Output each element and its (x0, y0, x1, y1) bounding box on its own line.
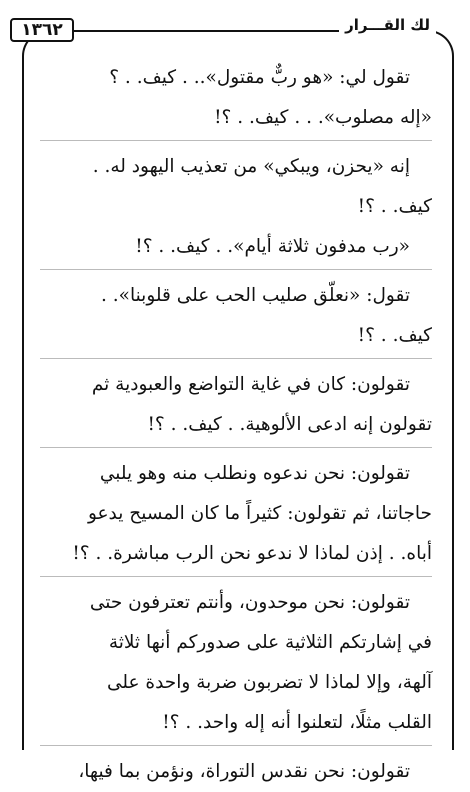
paragraph-divider (40, 358, 432, 359)
paragraph-divider (40, 140, 432, 141)
text-line: في إشارتكم الثلاثية على صدوركم أنها ثلاثة (108, 632, 432, 653)
text-line: تقولون: نحن موحدون، وأنتم تعترفون حتى (89, 592, 410, 613)
paragraph (40, 454, 432, 574)
text-line: تقولون: نحن نقدس التوراة، ونؤمن بما فيها، (78, 761, 410, 782)
running-title: لك القـــرار (339, 16, 436, 34)
text-line: حاجاتنا، ثم تقولون: كثيراً ما كان المسيح يدعو (87, 503, 432, 524)
text-line: تقولون: كان في غاية التواضع والعبودية ثم (91, 374, 410, 395)
paragraph (40, 752, 432, 792)
text-line: كيف. . ؟! (357, 196, 432, 217)
paragraph (40, 147, 432, 227)
paragraph (40, 276, 432, 356)
text-line: إنه «يحزن، ويبكي» من تعذيب اليهود له. . (92, 156, 410, 177)
text-line: تقول: «نعلّق صليب الحب على قلوبنا». . (101, 285, 410, 306)
text-line: تقولون إنه ادعى الألوهية. . كيف. . ؟! (147, 414, 432, 435)
text-line: القلب مثلًا، لتعلنوا أنه إله واحد. . ؟! (162, 712, 432, 733)
text-line: كيف. . ؟! (357, 325, 432, 346)
text-line: «رب مدفون ثلاثة أيام». . كيف. . ؟! (135, 236, 410, 257)
paragraph-divider (40, 447, 432, 448)
page-number: ١٣٦٢ (10, 18, 74, 42)
text-line: آلهة، وإلا لماذا لا تضربون ضربة واحدة على (106, 672, 432, 693)
paragraph-divider (40, 269, 432, 270)
body-text (40, 58, 432, 792)
paragraph (40, 58, 432, 138)
text-line: تقول لي: «هو ربٌّ مقتول».. . كيف. . ؟ (109, 67, 410, 88)
paragraph (40, 583, 432, 743)
paragraph (40, 227, 432, 267)
paragraph-divider (40, 576, 432, 577)
paragraph (40, 365, 432, 445)
text-line: «إله مصلوب». . . كيف. . ؟! (214, 107, 432, 128)
text-line: تقولون: نحن ندعوه ونطلب منه وهو يلبي (99, 463, 410, 484)
paragraph-divider (40, 745, 432, 746)
text-line: أباه. . إذن لماذا لا ندعو نحن الرب مباشرة. . ؟! (72, 543, 432, 564)
